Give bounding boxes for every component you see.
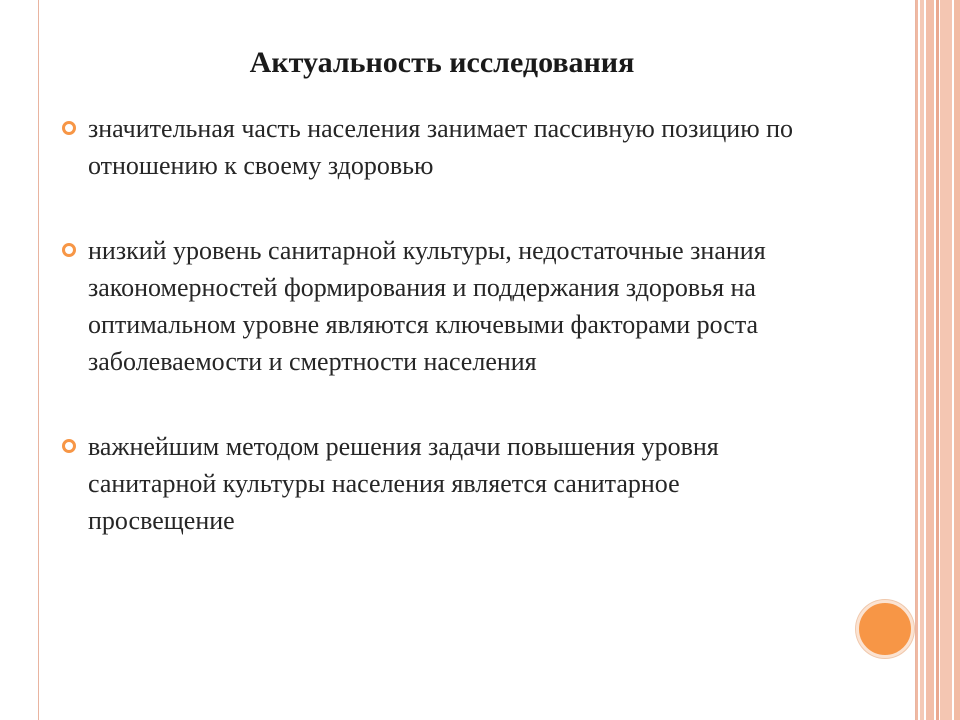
ring-bullet-icon bbox=[62, 439, 76, 453]
bullet-text: низкий уровень санитарной культуры, недостаточные знания закономерностей формирования и поддержания здоровья на оптимальном уровне являются ключевыми факторами роста заболеваемости и смертности населения bbox=[88, 236, 766, 376]
ring-bullet-icon bbox=[62, 121, 76, 135]
stripe bbox=[920, 0, 924, 720]
bullet-text: значительная часть населения занимает пассивную позицию по отношению к своему здоровью bbox=[88, 114, 794, 180]
list-item bbox=[62, 428, 822, 539]
bullet-list bbox=[62, 110, 822, 539]
decorative-stripes bbox=[916, 0, 960, 720]
decorative-circle-icon bbox=[856, 600, 914, 658]
ring-bullet-icon bbox=[62, 243, 76, 257]
stripe bbox=[954, 0, 960, 720]
stripe bbox=[936, 0, 939, 720]
list-item bbox=[62, 110, 822, 184]
list-item bbox=[62, 232, 822, 380]
slide-title: Актуальность исследования bbox=[249, 46, 635, 79]
bullet-text: важнейшим методом решения задачи повышения уровня санитарной культуры населения является санитарное просвещение bbox=[88, 432, 719, 535]
stripe bbox=[926, 0, 934, 720]
stripe bbox=[940, 0, 952, 720]
stripe bbox=[916, 0, 918, 720]
